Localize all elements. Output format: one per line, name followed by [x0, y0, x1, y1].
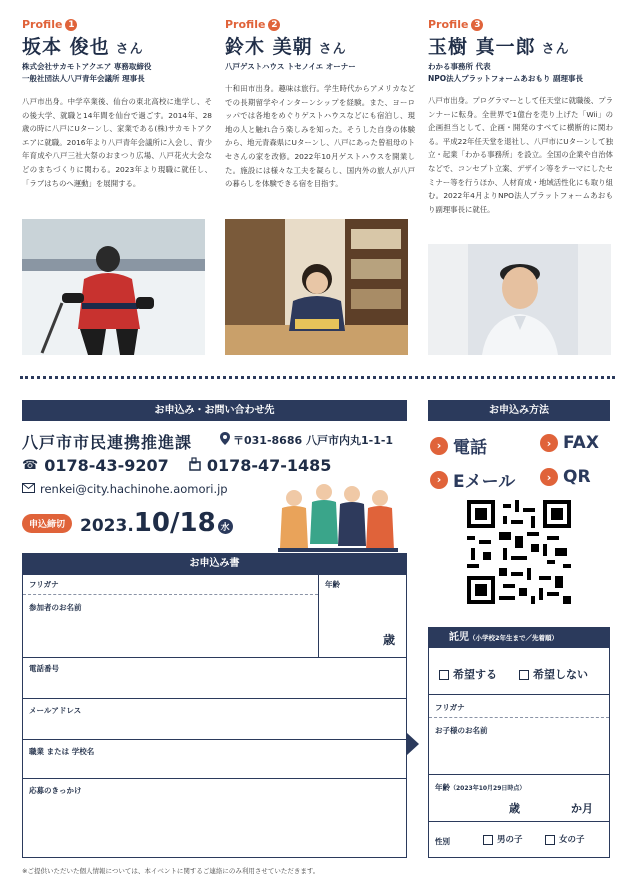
- method-header: お申込み方法: [428, 400, 610, 421]
- deadline-weekday: 水: [218, 519, 233, 534]
- email-field[interactable]: [23, 699, 406, 739]
- age-label: 年齢: [325, 580, 340, 589]
- application-form: [22, 574, 407, 858]
- deadline: [22, 508, 233, 538]
- contact-org: 八戸市市民連携推進課: [22, 433, 193, 452]
- method-phone: › 電話: [430, 433, 487, 458]
- tel-number[interactable]: 0178-43-9207: [44, 456, 169, 475]
- profile-name: 坂本 俊也 さん: [22, 36, 144, 58]
- contact-header: お申込み・お問い合わせ先: [22, 400, 407, 421]
- privacy-note: ※ご提供いただいた個人情報については、本イベントに関するご連絡にのみ利用させていただきます。: [22, 867, 320, 875]
- profile-bio: 八戸市出身。プログラマーとして任天堂に就職後、プランナーに転身。全世界で1億台を売り上げた「Wii」の企画担当として、企画・開発のすべてに横断的に関わる。平成22年任天堂を退社し、八戸市にUターンして独立・起業「わかる事務所」を設立。全国の企業や自治体などで、コンセプト立案、デザイン等をテーマにしたセミナー等を行うほか、人材育成・地域活性化にも取り組む。2022年4月よりNPO法人プラットフォームあおもり副理事長に就任。: [428, 96, 613, 214]
- profile-1: [22, 18, 212, 190]
- child-age-field[interactable]: [429, 778, 609, 818]
- child-name-field[interactable]: [429, 718, 609, 774]
- childcare-divider: [429, 694, 609, 695]
- job-field[interactable]: [23, 740, 406, 778]
- arrow-right-icon: ›: [540, 468, 558, 486]
- checkbox[interactable]: [545, 835, 555, 845]
- profile-bio: 八戸市出身。中学卒業後、仙台の東北高校に進学し、その後大学、就職と14年間を仙台で過ごす。2014年、28歳の時に八戸にUターンし、家業である(株)サカモトアクエアに就職。2016年より八戸青年会議所に入会し、青少年育成や八戸三社大祭のおまつり広場、八戸花火大会などのまちづくりに関わる。2023年より現職に就任し、「ラブはちのへ運動」を展開する。: [22, 97, 212, 188]
- deadline-badge: 申込締切: [22, 514, 72, 533]
- child-age-months: か月: [571, 802, 593, 815]
- childcare-notwant-option[interactable]: 希望しない: [519, 666, 588, 682]
- email-address[interactable]: renkei@city.hachinohe.aomori.jp: [40, 482, 228, 496]
- childcare-want-option[interactable]: 希望する: [439, 666, 497, 682]
- checkbox[interactable]: [483, 835, 493, 845]
- location-pin-icon: [220, 432, 230, 448]
- profile-number: 3: [471, 19, 483, 31]
- mail-icon: [22, 482, 35, 496]
- reason-field[interactable]: [23, 779, 406, 857]
- profile-photo-guesthouse: [225, 219, 408, 355]
- fax-number[interactable]: 0178-47-1485: [206, 456, 332, 475]
- gender-boy-option[interactable]: 男の子: [483, 833, 523, 845]
- participant-name-label: 参加者のお名前: [29, 603, 82, 612]
- profile-label: Profile 2: [225, 18, 415, 31]
- childcare-form: [428, 627, 610, 858]
- profile-label: Profile 1: [22, 18, 212, 31]
- profile-photo-hockey: [22, 219, 205, 355]
- people-illustration: [270, 478, 405, 556]
- gender-girl-option[interactable]: 女の子: [545, 833, 585, 845]
- checkbox[interactable]: [519, 670, 529, 680]
- child-name-label: お子様のお名前: [435, 726, 488, 735]
- arrow-right-icon: ›: [540, 434, 558, 452]
- profile-3: [428, 18, 613, 216]
- age-unit: 歳: [383, 633, 396, 647]
- reason-label: 応募のきっかけ: [29, 786, 82, 795]
- profile-name: 玉樹 真一郎 さん: [428, 36, 570, 58]
- participant-name-field[interactable]: [23, 595, 318, 657]
- childcare-divider: [429, 821, 609, 822]
- job-label: 職業 または 学校名: [29, 747, 95, 756]
- profile-number: 1: [65, 19, 77, 31]
- profile-label: Profile 3: [428, 18, 613, 31]
- form-arrow-icon: [407, 733, 419, 759]
- child-age-years: 歳: [509, 802, 520, 815]
- contact-email: [22, 482, 228, 496]
- method-qr: › QR: [540, 467, 591, 487]
- contact-phone-fax: [22, 456, 331, 475]
- email-label: メールアドレス: [29, 706, 82, 715]
- childcare-header: 託児（小学校2年生まで／先着順）: [429, 628, 609, 648]
- profile-number: 2: [268, 19, 280, 31]
- form-header: お申込み書: [22, 553, 407, 574]
- method-email: › Eメール: [430, 467, 515, 492]
- child-gender-label: 性別: [435, 837, 450, 846]
- phone-icon: ☎: [22, 458, 39, 473]
- qr-code[interactable]: [467, 500, 571, 604]
- profile-2: [225, 18, 415, 191]
- arrow-right-icon: ›: [430, 471, 448, 489]
- method-fax: › FAX: [540, 433, 599, 453]
- arrow-right-icon: ›: [430, 437, 448, 455]
- phone-label: 電話番号: [29, 664, 59, 673]
- address-text: 〒031-8686 八戸市内丸1-1-1: [233, 434, 394, 447]
- fax-icon: [189, 456, 201, 475]
- phone-field[interactable]: [23, 658, 406, 698]
- childcare-divider: [429, 774, 609, 775]
- profile-role: NPO法人プラットフォームあおもり 副理事長: [428, 74, 584, 83]
- checkbox[interactable]: [439, 670, 449, 680]
- profile-role: わかる事務所 代表: [428, 62, 491, 71]
- contact-address: [220, 432, 393, 448]
- child-furigana-label: フリガナ: [435, 703, 465, 712]
- profile-photo-portrait: [428, 244, 611, 380]
- child-age-label: 年齢（2023年10月29日時点）: [435, 783, 526, 792]
- profile-role: 株式会社サカモトアクエア 専務取締役: [22, 62, 152, 71]
- profile-name: 鈴木 美朝 さん: [225, 36, 347, 58]
- section-divider: [20, 376, 615, 379]
- deadline-date: 2023.10/18 水: [80, 508, 233, 538]
- age-field[interactable]: [319, 593, 407, 657]
- furigana-label: フリガナ: [29, 580, 59, 589]
- profile-bio: 十和田市出身。趣味は旅行。学生時代からアメリカなどでの長期留学やインターンシップを経験。また、ヨーロッパでは各地をめぐりゲストハウスなどにも宿泊し、現地の人と触れ合う楽しみを知った。そうした自身の体験から、地元青森県にUターンし、八戸にあった曾祖母のトセさんの家を改修。2022年10月ゲストハウスを開業した。施設には様々な工夫を凝らし、国内外の旅人が八戸の暮らしを体験できる宿を目指す。: [225, 84, 415, 189]
- profile-role: 一般社団法人八戸青年会議所 理事長: [22, 74, 145, 83]
- profile-role: 八戸ゲストハウス トセノイエ オーナー: [225, 62, 356, 71]
